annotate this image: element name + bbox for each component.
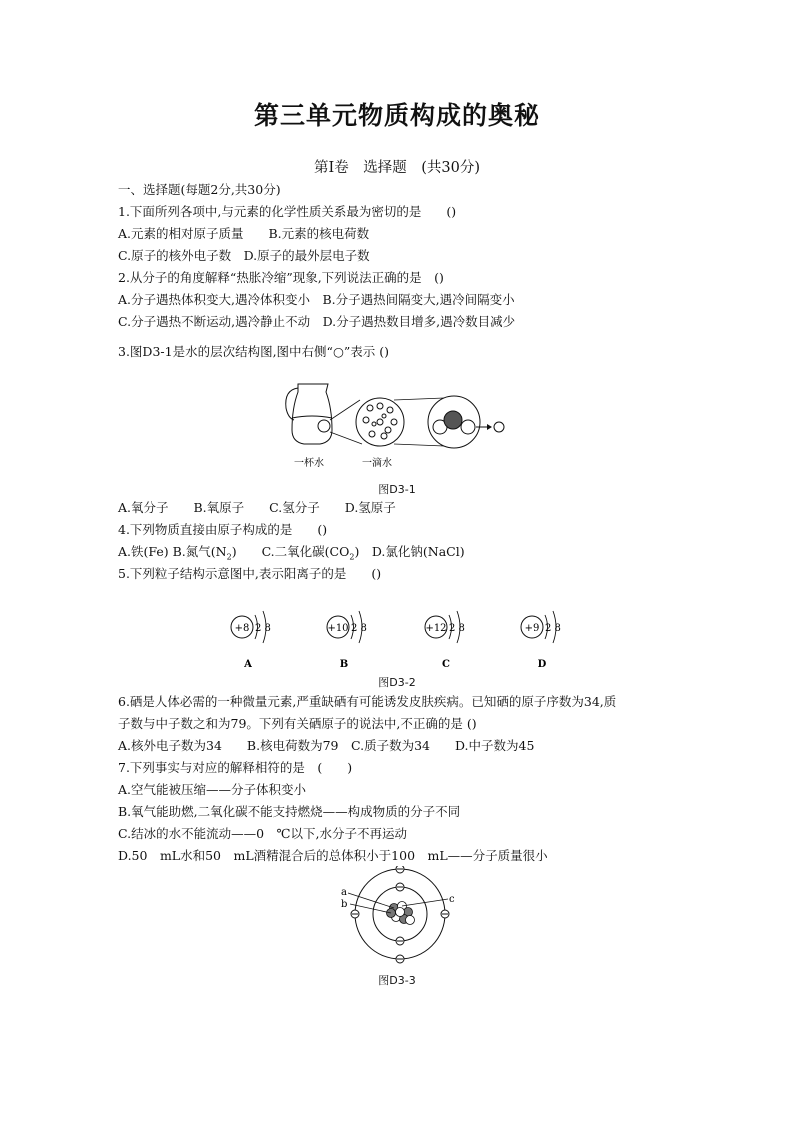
label-b: b bbox=[341, 899, 348, 910]
shell-electrons: 2 8 bbox=[255, 623, 271, 634]
atom-option-label: A bbox=[244, 659, 252, 670]
atom-option-label: D bbox=[537, 659, 547, 670]
question-4-options bbox=[118, 543, 465, 567]
pitcher-icon bbox=[286, 384, 332, 444]
figure-label-drop: 一滴水 bbox=[362, 458, 392, 469]
nucleus-label: +10 bbox=[327, 623, 349, 634]
label-a: a bbox=[341, 887, 347, 898]
atom-option-label: B bbox=[339, 659, 349, 670]
q4-option-ab: A.铁(Fe) B.氮气(N bbox=[118, 544, 227, 559]
figure-caption-d3-2: 图D3-2 bbox=[378, 676, 416, 689]
question-7-option-d: D.50 mL水和50 mL酒精混合后的总体积小于100 mL——分子质量很小 bbox=[118, 848, 548, 863]
q4-option-d: ) D.氯化钠(NaCl) bbox=[354, 544, 465, 559]
q4-subscript-co2: 2 bbox=[349, 552, 355, 562]
question-1-options-row2: C.原子的核外电子数 D.原子的最外层电子数 bbox=[118, 248, 370, 263]
nucleus-label: +9 bbox=[524, 623, 540, 634]
page-title: 第三单元物质构成的奥秘 bbox=[253, 101, 540, 130]
question-6-stem-line2: 子数与中子数之和为79。下列有关硒原子的说法中,不正确的是 () bbox=[118, 716, 477, 731]
question-7-option-c: C.结冰的水不能流动——0 ℃以下,水分子不再运动 bbox=[118, 826, 408, 841]
figure-d3-1 bbox=[280, 378, 520, 473]
shell-electrons: 2 8 bbox=[449, 623, 465, 634]
question-6-options: A.核外电子数为34 B.核电荷数为79 C.质子数为34 D.中子数为45 bbox=[118, 738, 535, 753]
nucleus-label: +12 bbox=[425, 623, 447, 634]
question-7-option-b: B.氧气能助燃,二氧化碳不能支持燃烧——构成物质的分子不同 bbox=[118, 804, 461, 819]
question-3-options: A.氧分子 B.氧原子 C.氢分子 D.氢原子 bbox=[118, 500, 396, 515]
question-3-stem: 3.图D3-1是水的层次结构图,图中右侧“○”表示 () bbox=[118, 344, 389, 359]
atom-diagram-b bbox=[327, 611, 367, 670]
question-1-stem: 1.下面所列各项中,与元素的化学性质关系最为密切的是 () bbox=[118, 204, 457, 219]
q4-subscript-n2: 2 bbox=[226, 552, 232, 562]
q4-option-c: ) C.二氧化碳(CO bbox=[231, 544, 350, 559]
question-2-options-row1: A.分子遇热体积变大,遇冷体积变小 B.分子遇热间隔变大,遇冷间隔变小 bbox=[118, 292, 515, 307]
question-6-stem-line1: 6.硒是人体必需的一种微量元素,严重缺硒有可能诱发皮肤疾病。已知硒的原子序数为34,质 bbox=[118, 694, 617, 709]
figure-caption-d3-3: 图D3-3 bbox=[378, 974, 416, 987]
atom-diagram-d bbox=[521, 611, 561, 670]
atom-diagram-c bbox=[425, 611, 465, 670]
figure-d3-3 bbox=[330, 866, 470, 968]
nucleus-label: +8 bbox=[234, 623, 250, 634]
hydrogen-atom-icon bbox=[494, 422, 504, 432]
question-7-option-a: A.空气能被压缩——分子体积变小 bbox=[118, 782, 307, 797]
atom-diagram-a bbox=[231, 611, 271, 670]
section-label: 一、选择题(每题2分,共30分) bbox=[118, 182, 281, 197]
water-drop-circle bbox=[356, 398, 404, 446]
figure-label-cup: 一杯水 bbox=[294, 458, 324, 469]
section-header: 第Ⅰ卷 选择题 (共30分) bbox=[314, 160, 480, 176]
question-5-stem: 5.下列粒子结构示意图中,表示阳离子的是 () bbox=[118, 566, 382, 581]
shell-electrons: 2 8 bbox=[351, 623, 367, 634]
molecule-circle bbox=[428, 396, 480, 448]
question-7-stem: 7.下列事实与对应的解释相符的是 ( ) bbox=[118, 760, 353, 775]
atom-option-label: C bbox=[442, 659, 450, 670]
figure-caption-d3-1: 图D3-1 bbox=[378, 483, 416, 496]
question-4-stem: 4.下列物质直接由原子构成的是 () bbox=[118, 522, 328, 537]
question-2-options-row2: C.分子遇热不断运动,遇冷静止不动 D.分子遇热数目增多,遇冷数目减少 bbox=[118, 314, 516, 329]
shell-electrons: 2 8 bbox=[545, 623, 561, 634]
label-c: c bbox=[449, 894, 455, 905]
question-1-options-row1: A.元素的相对原子质量 B.元素的核电荷数 bbox=[118, 226, 370, 241]
question-2-stem: 2.从分子的角度解释“热胀冷缩”现象,下列说法正确的是 () bbox=[118, 270, 444, 285]
figure-d3-2 bbox=[200, 605, 600, 671]
